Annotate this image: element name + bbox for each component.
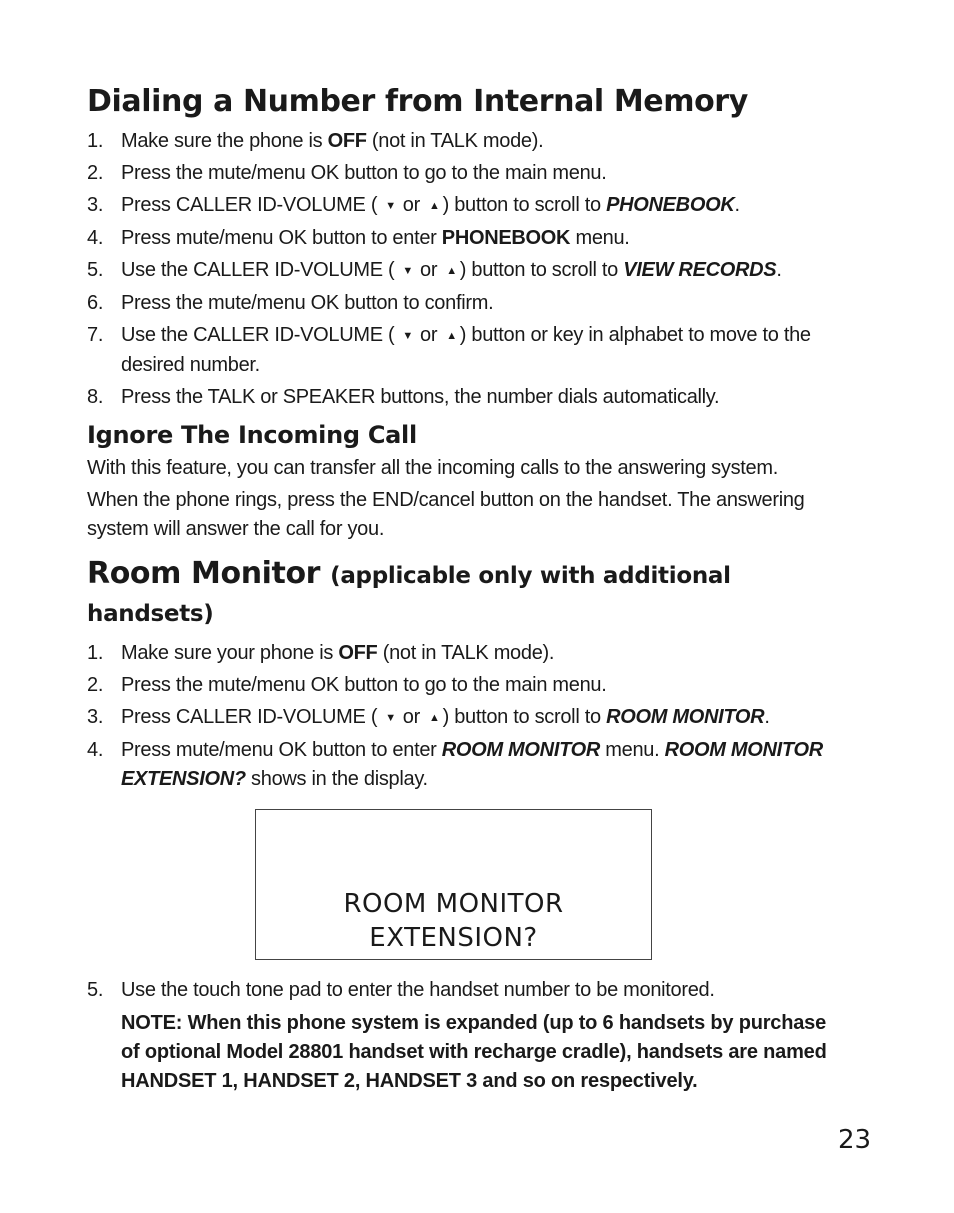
- section-title-dialing: Dialing a Number from Internal Memory: [87, 84, 748, 119]
- up-triangle-icon: ▲: [446, 330, 457, 342]
- ignore-call-paragraph-2: When the phone rings, press the END/cancel button on the handset. The answering system will answer the call for you.: [87, 489, 805, 540]
- up-triangle-icon: ▲: [428, 200, 440, 212]
- section-title-room-monitor: Room Monitor (applicable only with additional handsets): [87, 556, 731, 627]
- list-item: 4. Press mute/menu OK button to enter PHONEBOOK menu.: [87, 227, 630, 249]
- down-triangle-icon: ▼: [385, 200, 396, 212]
- list-item: 2. Press the mute/menu OK button to go to the main menu.: [87, 162, 607, 184]
- list-item: 6. Press the mute/menu OK button to confirm.: [87, 292, 494, 314]
- list-item: 3. Press CALLER ID-VOLUME ( ▼ or ▲ ) button to scroll to PHONEBOOK.: [87, 191, 847, 221]
- room-monitor-steps-continued: [87, 976, 847, 1005]
- list-item: 8. Press the TALK or SPEAKER buttons, the number dials automatically.: [87, 386, 720, 408]
- up-triangle-icon: ▲: [446, 265, 457, 277]
- dialing-steps: [87, 127, 847, 412]
- section-title-ignore-call: Ignore The Incoming Call: [87, 421, 417, 449]
- manual-page: [87, 84, 847, 1096]
- list-item: 7. Use the CALLER ID-VOLUME ( ▼ or ▲ ) button or key in alphabet to move to the desired number.: [87, 324, 811, 376]
- section-subtitle: (applicable only with additional handsets): [87, 563, 731, 627]
- down-triangle-icon: ▼: [385, 712, 396, 724]
- down-triangle-icon: ▼: [402, 330, 413, 342]
- ignore-call-paragraph-1: With this feature, you can transfer all the incoming calls to the answering system.: [87, 457, 778, 479]
- list-item: 5. Use the touch tone pad to enter the handset number to be monitored.: [87, 979, 715, 1001]
- list-item: 2. Press the mute/menu OK button to go to the main menu.: [87, 674, 607, 696]
- list-item: 4. Press mute/menu OK button to enter ROOM MONITOR menu. ROOM MONITOR EXTENSION? shows in the display.: [87, 739, 823, 790]
- list-item: 1. Make sure the phone is OFF (not in TALK mode).: [87, 130, 544, 152]
- room-monitor-steps: [87, 639, 847, 794]
- page-number: 23: [838, 1125, 872, 1155]
- display-line-2: EXTENSION?: [369, 923, 538, 953]
- lcd-display: [255, 809, 652, 960]
- list-item: 3. Press CALLER ID-VOLUME ( ▼ or ▲ ) button to scroll to ROOM MONITOR.: [87, 703, 847, 733]
- list-item: 1. Make sure your phone is OFF (not in TALK mode).: [87, 642, 555, 664]
- down-triangle-icon: ▼: [402, 265, 413, 277]
- list-item: 5. Use the CALLER ID-VOLUME ( ▼ or ▲ ) button to scroll to VIEW RECORDS.: [87, 256, 847, 286]
- note: NOTE: When this phone system is expanded (up to 6 handsets by purchase of optional Model 28801 handset with recharge cradle), handsets are named HANDSET 1, HANDSET 2, HANDSET 3 and so on respectively.: [121, 1012, 827, 1092]
- display-line-1: ROOM MONITOR: [343, 889, 564, 919]
- up-triangle-icon: ▲: [428, 712, 440, 724]
